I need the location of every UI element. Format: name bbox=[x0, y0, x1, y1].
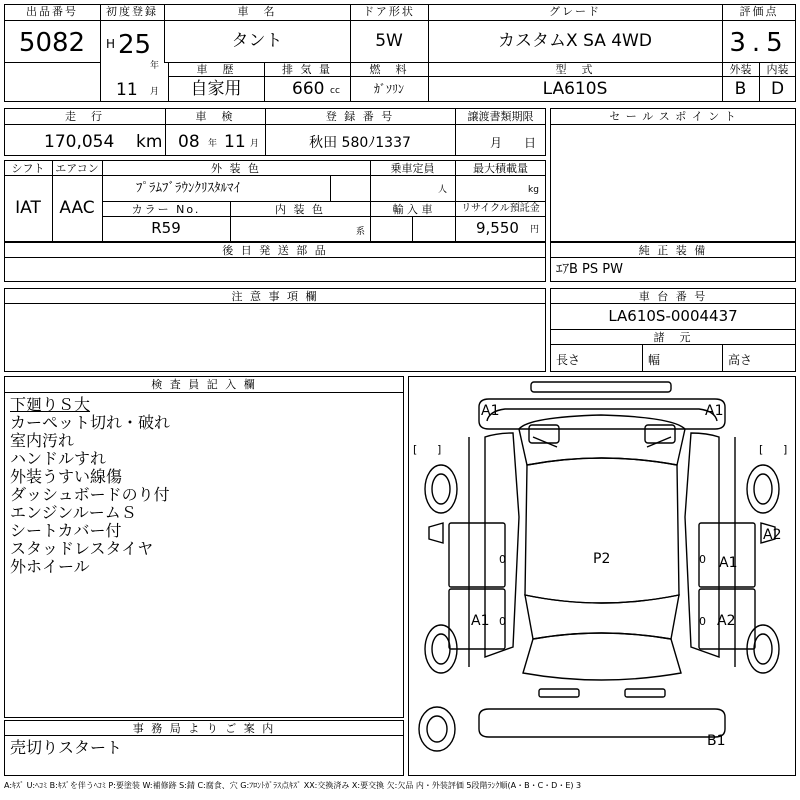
first-reg-month-unit: 月 bbox=[150, 87, 160, 97]
color-no-label: カラー No. bbox=[131, 203, 201, 216]
height-label: 高さ bbox=[728, 353, 753, 367]
note-line: 下廻りＳ大 bbox=[10, 395, 91, 414]
int-color-unit: 系 bbox=[356, 227, 366, 237]
bracket-mark: [ bbox=[413, 443, 418, 456]
damage-mark: A1 bbox=[719, 555, 738, 571]
note-line: スタッドレスタイヤ bbox=[10, 539, 154, 558]
capacity-label: 乗車定員 bbox=[390, 162, 435, 175]
width-label: 幅 bbox=[648, 353, 661, 367]
door-label: ドア形状 bbox=[363, 5, 415, 18]
caution-label: 注 意 事 項 欄 bbox=[231, 290, 319, 303]
inspection-label: 車 検 bbox=[195, 110, 235, 123]
ext-color: ﾌﾟﾗﾑﾌﾞﾗｳﾝｸﾘｽﾀﾙﾏｲ bbox=[136, 181, 240, 196]
note-line: シートカバー付 bbox=[10, 521, 122, 540]
dims-label: 諸 元 bbox=[653, 331, 693, 344]
legend: A:ｷｽﾞ U:ﾍｺﾐ B:ｷｽﾞを伴うﾍｺﾐ P:要塗装 W:補修跡 S:錆 C:腐食、穴 G:ﾌﾛﾝﾄｶﾞﾗｽ点ｷｽﾞ XX:交換済み X:要交換 欠:欠品 内・外装評価 5段階ﾗﾝｸ順(A・B・C・D・E) 3 bbox=[4, 781, 582, 790]
damage-mark: B1 bbox=[707, 733, 726, 749]
damage-mark: A1 bbox=[705, 403, 724, 419]
displacement: 660 bbox=[292, 79, 325, 99]
recycle-unit: 円 bbox=[530, 225, 540, 235]
first-reg-era: H bbox=[106, 37, 116, 51]
equipment: ｴｱB PS PW bbox=[556, 262, 623, 277]
recycle-label: リサイクル預託金 bbox=[461, 203, 540, 214]
grade: カスタムX SA 4WD bbox=[498, 31, 652, 51]
chassis-label: 車 台 番 号 bbox=[638, 290, 708, 303]
plate-label: 登 録 番 号 bbox=[325, 110, 395, 123]
inspection-month: 11 bbox=[224, 132, 246, 152]
inspection-month-unit: 月 bbox=[250, 139, 260, 149]
fuel: ｶﾞｿﾘﾝ bbox=[373, 82, 404, 96]
door: 5W bbox=[375, 31, 403, 51]
grade-label: グレード bbox=[549, 5, 601, 18]
chassis-number: LA610S-0004437 bbox=[608, 307, 738, 325]
damage-mark: P2 bbox=[593, 551, 611, 567]
displacement-label: 排 気 量 bbox=[282, 63, 332, 76]
mileage-unit: km bbox=[136, 132, 163, 152]
bracket-mark: [ bbox=[759, 443, 764, 456]
first-reg-month: 11 bbox=[116, 80, 138, 100]
transfer-label: 譲渡書類期限 bbox=[467, 110, 534, 123]
import-label: 輸 入 車 bbox=[392, 203, 433, 216]
car-outline bbox=[409, 377, 795, 775]
office-note: 売切りスタート bbox=[10, 738, 123, 757]
car-diagram bbox=[408, 376, 796, 776]
history-label: 車 歴 bbox=[196, 63, 236, 76]
first-reg-label: 初度登録 bbox=[106, 5, 158, 18]
damage-mark: A1 bbox=[481, 403, 500, 419]
note-line: エンジンルームＳ bbox=[10, 503, 137, 522]
note-line: 外装うすい線傷 bbox=[10, 467, 123, 486]
note-line: カーペット切れ・破れ bbox=[10, 413, 171, 432]
transfer-day: 日 bbox=[524, 136, 537, 150]
inspection-year: 08 bbox=[178, 132, 200, 152]
displacement-unit: cc bbox=[330, 86, 340, 96]
load-label: 最大積載量 bbox=[473, 162, 528, 175]
inspection-year-unit: 年 bbox=[208, 139, 218, 149]
model: LA610S bbox=[542, 79, 608, 99]
color-no: R59 bbox=[151, 219, 181, 237]
exterior-score: B bbox=[734, 79, 747, 99]
car-name-label: 車 名 bbox=[237, 5, 277, 18]
length-label: 長さ bbox=[556, 353, 581, 367]
damage-mark: A2 bbox=[763, 527, 782, 543]
inspector-label: 検 査 員 記 入 欄 bbox=[151, 378, 257, 391]
damage-mark: A2 bbox=[717, 613, 736, 629]
equipment-label: 純 正 装 備 bbox=[638, 244, 708, 257]
plate: 秋田 580ﾉ1337 bbox=[309, 135, 411, 151]
office-label: 事 務 局 よ り ご 案 内 bbox=[132, 722, 276, 735]
inner-mark: 0 bbox=[499, 553, 506, 566]
first-reg-year: 25 bbox=[118, 30, 152, 60]
damage-mark: A1 bbox=[471, 613, 490, 629]
shift-label: シフト bbox=[11, 162, 45, 175]
mileage: 170,054 bbox=[44, 132, 115, 152]
lot-no-label: 出品番号 bbox=[26, 5, 78, 18]
transfer-month: 月 bbox=[490, 136, 503, 150]
inner-mark: 0 bbox=[699, 615, 706, 628]
note-line: ハンドルすれ bbox=[10, 449, 107, 468]
mileage-label: 走 行 bbox=[65, 110, 104, 123]
interior-label: 内装 bbox=[766, 63, 789, 76]
recycle-amount: 9,550 bbox=[476, 219, 519, 237]
int-color-label: 内 装 色 bbox=[275, 203, 325, 216]
ac: AAC bbox=[59, 198, 95, 218]
load-unit: kg bbox=[528, 185, 539, 195]
lot-no: 5082 bbox=[18, 28, 86, 58]
score: 3.5 bbox=[729, 28, 789, 58]
later-parts-label: 後 日 発 送 部 品 bbox=[222, 244, 328, 257]
note-line: ダッシュボードのり付 bbox=[10, 485, 170, 504]
note-line: 外ホイール bbox=[10, 557, 90, 576]
model-label: 型 式 bbox=[555, 63, 595, 76]
exterior-label: 外装 bbox=[729, 63, 752, 76]
ext-color-label: 外 装 色 bbox=[211, 162, 261, 175]
car-name: タント bbox=[231, 31, 283, 51]
shift: IAT bbox=[15, 198, 41, 218]
sales-point-label: セ ー ル ス ポ イ ン ト bbox=[609, 110, 737, 123]
capacity-unit: 人 bbox=[438, 185, 448, 195]
inner-mark: 0 bbox=[699, 553, 706, 566]
inner-mark: 0 bbox=[499, 615, 506, 628]
bracket-mark: ] bbox=[437, 443, 442, 456]
inspector-notes bbox=[10, 396, 170, 576]
first-reg-year-unit: 年 bbox=[150, 61, 160, 71]
fuel-label: 燃 料 bbox=[369, 63, 409, 76]
interior-score: D bbox=[770, 79, 785, 99]
bracket-mark: ] bbox=[783, 443, 788, 456]
score-label: 評価点 bbox=[739, 5, 779, 18]
sales-point-section bbox=[550, 108, 796, 242]
history: 自家用 bbox=[190, 79, 242, 99]
note-line: 室内汚れ bbox=[10, 431, 75, 450]
ac-label: エアコン bbox=[55, 162, 99, 175]
